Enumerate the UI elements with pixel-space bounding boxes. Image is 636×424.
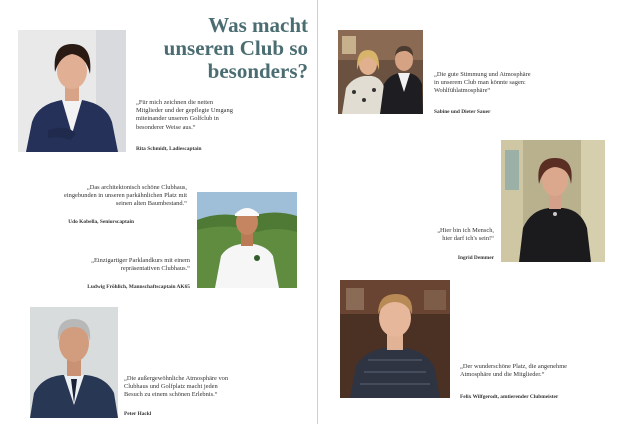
title-line-1: Was macht <box>208 13 308 37</box>
quote-line: „Einzigartiger Parklandkurs mit einem <box>91 257 190 264</box>
quote-line: Besuch zu einem schönen Erlebnis.“ <box>124 391 218 399</box>
quote-line: eingebunden in unseren parkähnlichen Platz mit <box>64 192 187 200</box>
quote-line: besonderer Weise aus.“ <box>136 123 196 131</box>
quote-line: „Das architektonisch schöne Clubhaus, <box>86 184 187 191</box>
quote-line: „Die gute Stimmung und Atmosphäre <box>434 71 531 78</box>
photo-ludwig-froehlich <box>197 192 297 288</box>
photo-felix-wilfgerodt <box>340 280 450 398</box>
quote-peter-hackl <box>124 375 228 400</box>
quote-udo-kobella <box>22 184 187 209</box>
quote-line: Atmosphäre und die Mitglieder.“ <box>460 371 545 379</box>
author-ludwig-froehlich: Ludwig Fröhlich, Mannschaftscaptain AK65 <box>87 284 190 290</box>
photo-ingrid-demmer <box>501 140 605 262</box>
quote-line: in unserem Club man könnte sagen: <box>434 79 526 87</box>
photo-peter-hackl <box>30 307 118 418</box>
quote-line: seinen alten Baumbestand.“ <box>115 200 187 208</box>
quote-line: Mitglieder und der gepflegte Umgang <box>136 107 233 115</box>
quote-ludwig-froehlich <box>22 257 190 273</box>
page-title <box>142 14 308 83</box>
title-line-3: besonders? <box>207 59 308 83</box>
photo-sabine-dieter-sauer <box>338 30 423 114</box>
quote-felix-wilfgerodt <box>460 363 567 379</box>
quote-rita-schmidt <box>136 99 233 132</box>
quote-line: „Die außergewöhnliche Atmosphäre von <box>124 375 229 382</box>
photo-rita-schmidt <box>18 30 126 152</box>
quote-line: Wohlfühlatmosphäre“ <box>434 87 491 95</box>
page-gutter <box>317 0 318 424</box>
quote-line: repräsentativen Clubhaus.“ <box>120 265 190 273</box>
quote-line: miteinander unseren Golfclub in <box>136 115 219 123</box>
quote-line: „Hier bin ich Mensch, <box>437 227 494 234</box>
author-felix-wilfgerodt: Felix Wilfgerodt, amtierender Clubmeister <box>460 394 559 400</box>
quote-line: hier darf ich's sein!“ <box>442 235 494 243</box>
author-rita-schmidt: Rita Schmidt, Ladiescaptain <box>136 146 202 152</box>
quote-line: „Für mich zeichnen die netten <box>136 99 214 106</box>
quote-line: „Der wunderschöne Platz, die angenehme <box>460 363 567 370</box>
author-sabine-dieter-sauer: Sabine und Dieter Sauer <box>434 109 491 115</box>
title-line-2: unseren Club so <box>163 36 308 60</box>
author-peter-hackl: Peter Hackl <box>124 411 152 417</box>
quote-line: Clubhaus und Golfplatz macht jeden <box>124 383 218 391</box>
quote-sabine-dieter-sauer <box>434 71 531 96</box>
author-ingrid-demmer: Ingrid Demmer <box>457 255 494 261</box>
quote-ingrid-demmer <box>396 227 494 243</box>
author-udo-kobella: Udo Kobella, Seniorscaptain <box>68 219 134 225</box>
